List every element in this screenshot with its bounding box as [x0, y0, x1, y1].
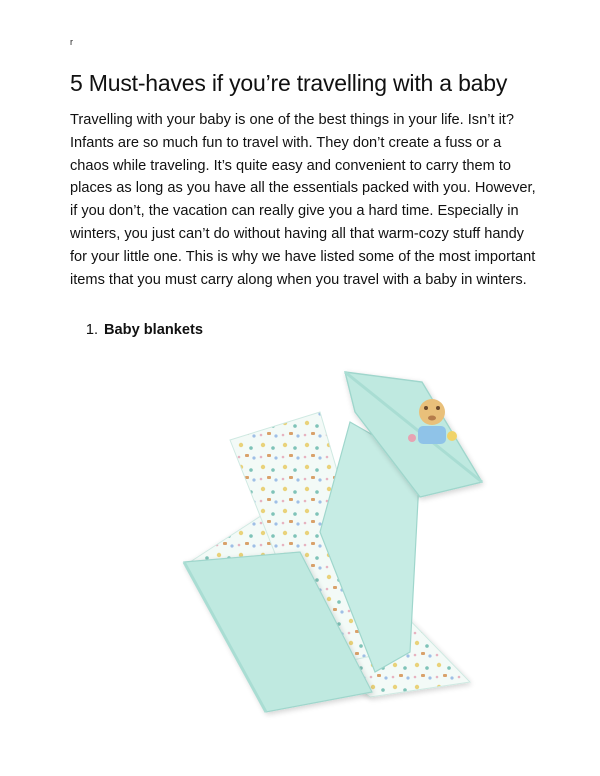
baby-blanket-illustration — [170, 352, 530, 724]
list-item — [70, 320, 203, 340]
list-item-label: Baby blankets — [104, 322, 203, 338]
page-title: 5 Must-haves if you’re travelling with a baby — [70, 70, 508, 96]
baby-blanket-image — [170, 352, 530, 724]
intro-paragraph: Travelling with your baby is one of the best things in your life. Isn’t it? Infants are so much fun to travel with. They don’t create a fuss or a chaos while traveling. It’s quite easy and convenient to carry them to places as long as you have all the essentials packed with you. However, if you don’t, the vacation can really give you a hard time. Especially in winters, you just can’t do without having all that warm-cozy stuff handy for your little one. This is why we have listed some of the most important items that you must carry along when you travel with a baby in winters. — [70, 112, 536, 288]
header-mark: r — [70, 37, 73, 47]
list-item-number: 1. — [85, 322, 98, 338]
essentials-list — [70, 320, 203, 340]
